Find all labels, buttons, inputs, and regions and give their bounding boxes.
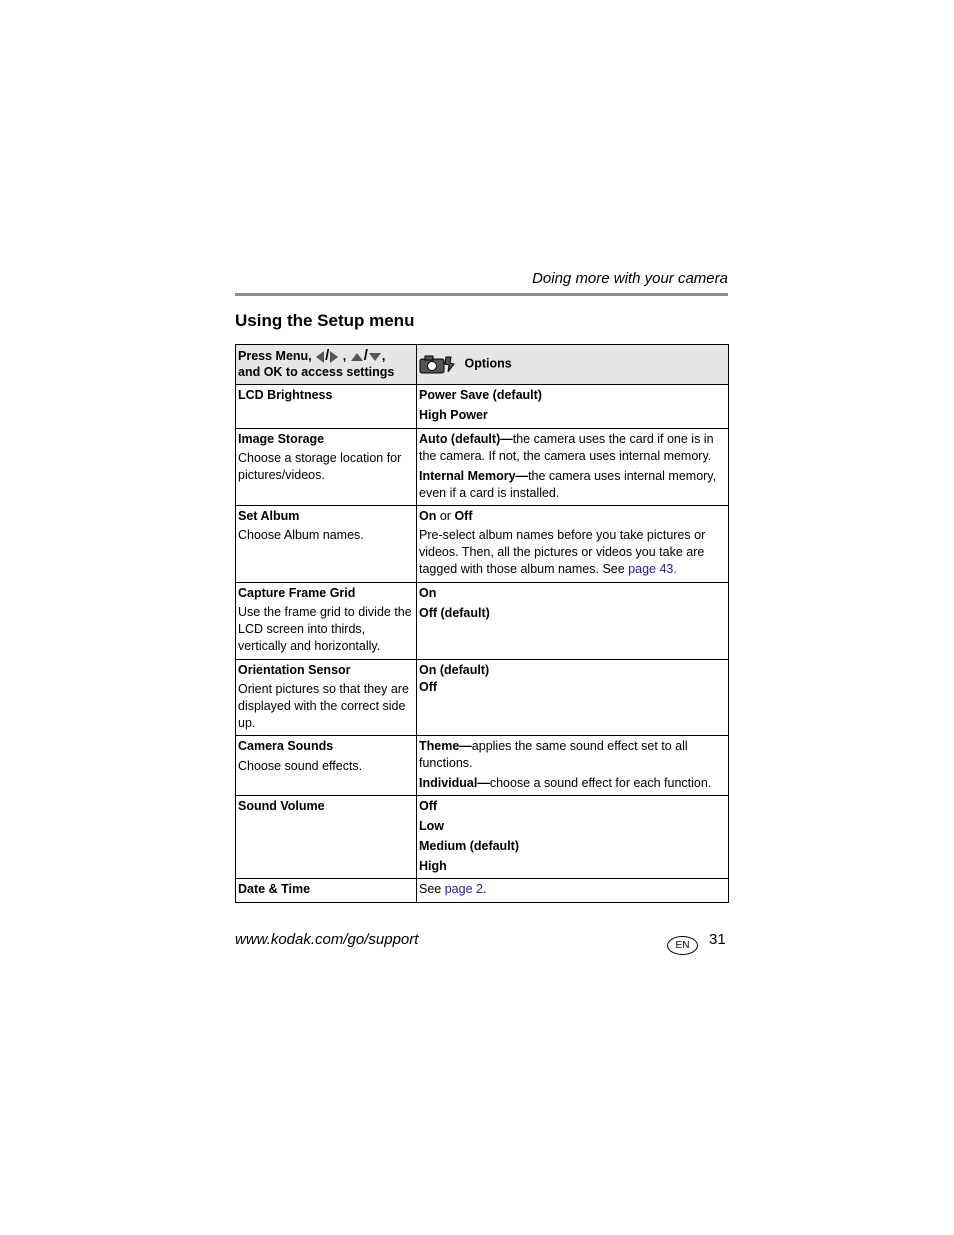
table-row: [236, 429, 729, 506]
setting-cell: [236, 736, 417, 796]
left-arrow-icon: [316, 351, 324, 363]
setting-name: Camera Sounds: [238, 739, 334, 753]
option-value: Low: [419, 819, 444, 833]
link-period: .: [482, 882, 487, 896]
page-2-link[interactable]: page 2: [444, 882, 483, 896]
options-cell: [417, 660, 729, 736]
options-cell: [417, 879, 729, 903]
option-value: Off: [419, 799, 438, 813]
header-comma: ,: [342, 349, 347, 363]
option-value: High Power: [419, 408, 488, 422]
option-value: Internal Memory—: [419, 469, 529, 483]
option-see: See: [419, 882, 442, 896]
setting-description: Use the frame grid to divide the LCD screen into thirds, vertically and horizontally.: [238, 605, 412, 653]
page-number: 31: [709, 931, 726, 948]
options-cell: [417, 506, 729, 583]
header-press-menu: Press Menu,: [238, 349, 312, 363]
option-value: Power Save (default): [419, 388, 542, 402]
down-arrow-icon: [369, 353, 381, 361]
option-description: applies the same sound effect set to all functions.: [419, 739, 688, 770]
header-comma: ,: [381, 349, 386, 363]
options-cell: [417, 583, 729, 660]
option-value: On: [419, 509, 437, 523]
header-options-label: Options: [464, 356, 512, 371]
table-row: [236, 796, 729, 879]
option-description: Pre-select album names before you take pictures or videos. Then, all the pictures or videos you take are tagged with those album names. See: [419, 528, 706, 576]
table-row: [236, 660, 729, 736]
option-value: Off: [419, 680, 438, 694]
setting-cell: [236, 429, 417, 506]
options-cell: [417, 736, 729, 796]
setting-name: Sound Volume: [238, 799, 325, 813]
header-settings-cell: [236, 345, 417, 385]
header-options-cell: [417, 345, 729, 385]
table-row: [236, 583, 729, 660]
setting-name: Date & Time: [238, 882, 311, 896]
setting-name: LCD Brightness: [238, 388, 333, 402]
setting-name: Set Album: [238, 509, 300, 523]
setting-cell: [236, 506, 417, 583]
setting-description: Choose Album names.: [238, 528, 364, 542]
section-title: Using the Setup menu: [235, 311, 415, 330]
option-value: Medium (default): [419, 839, 519, 853]
options-cell: [417, 429, 729, 506]
option-description: the camera uses internal memory, even if a card is installed.: [419, 469, 717, 500]
camera-setup-icon: [419, 354, 457, 374]
up-arrow-icon: [351, 353, 363, 361]
option-or: or: [439, 509, 451, 523]
setting-description: Orient pictures so that they are displayed with the correct side up.: [238, 682, 409, 730]
right-arrow-icon: [330, 351, 338, 363]
setting-cell: [236, 660, 417, 736]
setting-description: Choose sound effects.: [238, 759, 363, 773]
setup-menu-table: [235, 344, 729, 903]
option-value: On: [419, 586, 437, 600]
option-value: High: [419, 859, 447, 873]
setting-name: Image Storage: [238, 432, 325, 446]
setting-cell: [236, 796, 417, 879]
option-value: Auto (default)—: [419, 432, 513, 446]
option-value: On (default): [419, 663, 490, 677]
footer-url[interactable]: www.kodak.com/go/support: [235, 931, 419, 948]
table-header-row: [236, 345, 729, 385]
option-value: Theme—: [419, 739, 472, 753]
option-value: Off (default): [419, 606, 490, 620]
running-head: Doing more with your camera: [532, 270, 728, 287]
header-access: and OK to access settings: [238, 365, 395, 379]
link-period: .: [673, 562, 677, 576]
header-rule: [235, 293, 728, 296]
option-description: the camera uses the card if one is in the camera. If not, the camera uses internal memory.: [419, 432, 714, 463]
option-value: Individual—: [419, 776, 490, 790]
setting-description: Choose a storage location for pictures/videos.: [238, 451, 402, 482]
option-description: choose a sound effect for each function.: [489, 776, 712, 790]
table-row: [236, 506, 729, 583]
page-43-link[interactable]: page 43: [628, 562, 674, 576]
option-value: Off: [454, 509, 473, 523]
header-slash: /: [363, 347, 368, 364]
language-badge: EN: [667, 936, 698, 955]
header-slash: /: [325, 347, 330, 364]
table-row: [236, 385, 729, 429]
setting-cell: [236, 879, 417, 903]
options-cell: [417, 385, 729, 429]
table-row: [236, 736, 729, 796]
options-cell: [417, 796, 729, 879]
table-row: [236, 879, 729, 903]
setting-cell: [236, 385, 417, 429]
setting-cell: [236, 583, 417, 660]
setting-name: Orientation Sensor: [238, 663, 351, 677]
setting-name: Capture Frame Grid: [238, 586, 356, 600]
